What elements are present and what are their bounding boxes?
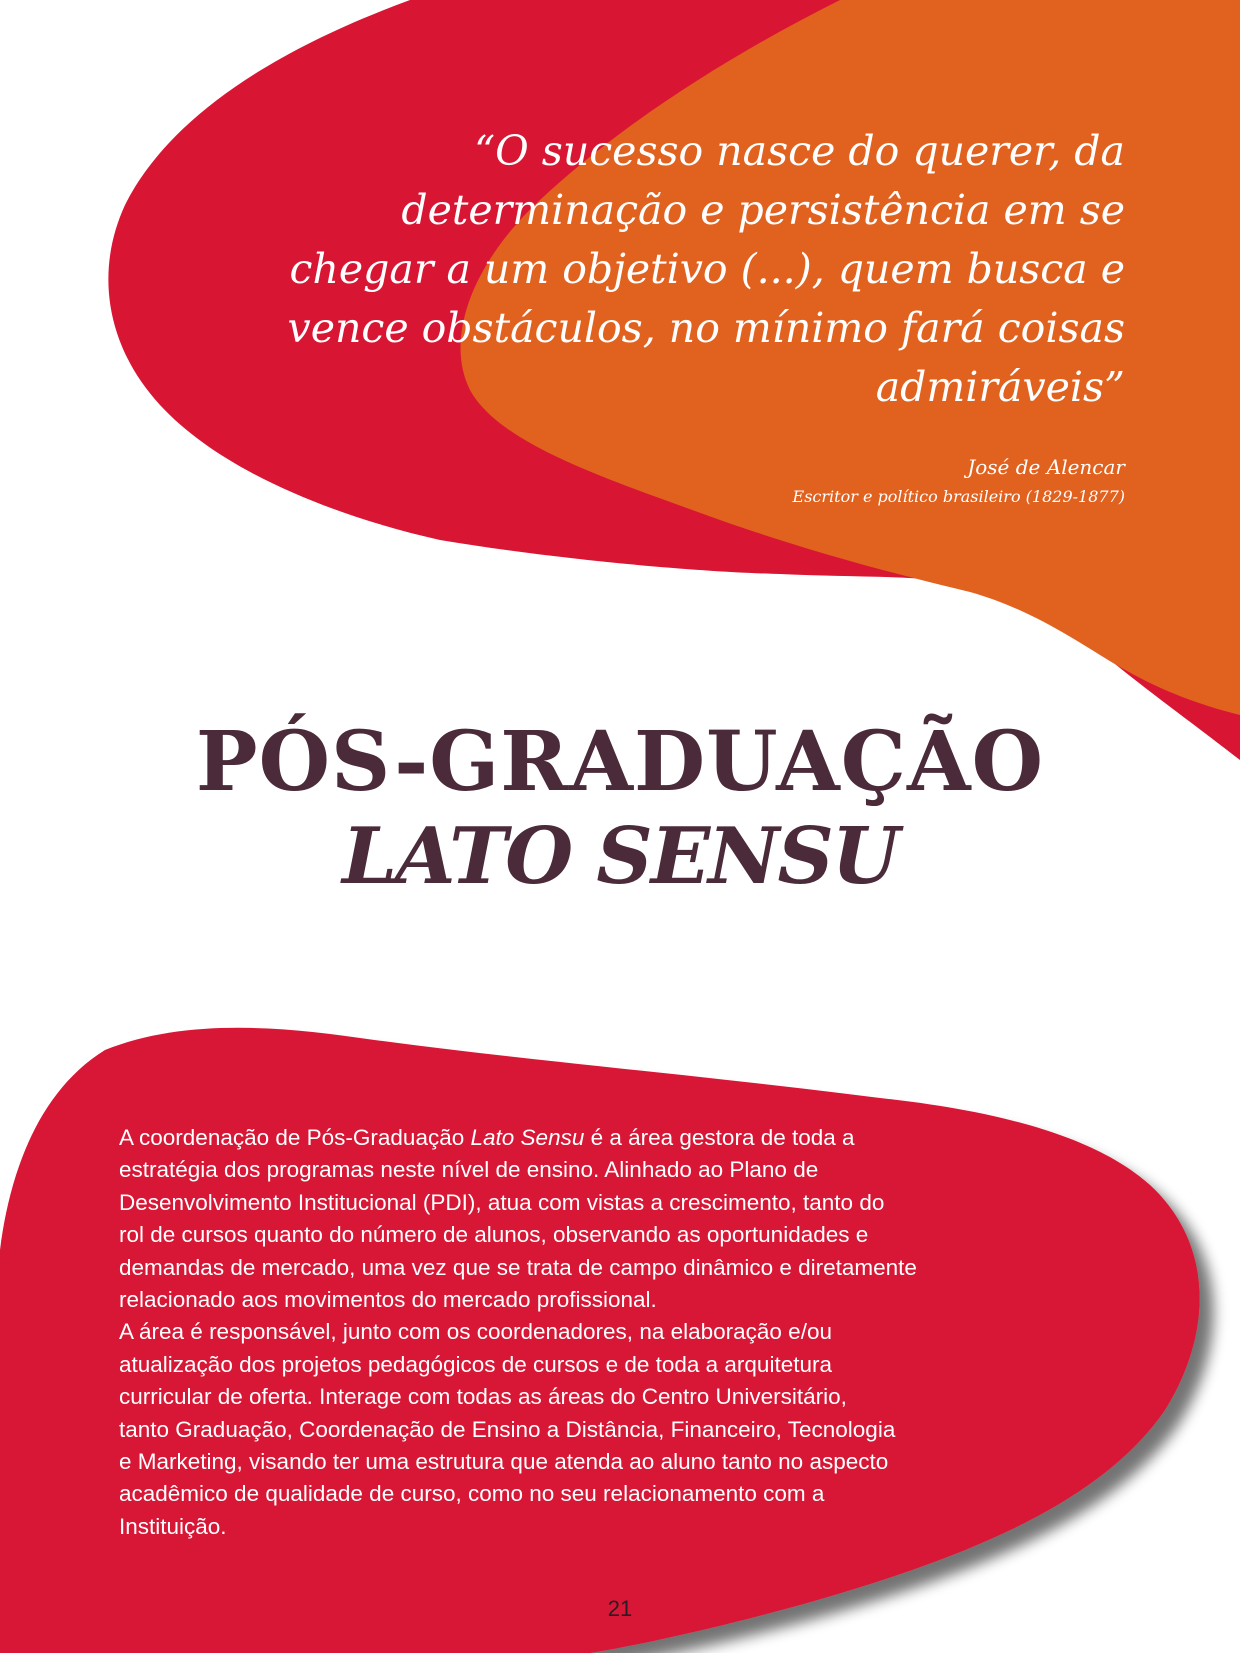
quote-line: vence obstáculos, no mínimo fará coisas [287,304,1125,352]
quote-author: José de Alencar [967,455,1125,479]
quote-line: chegar a um objetivo (...), quem busca e [289,245,1125,293]
page-title-sub: LATO SENSU [342,811,898,902]
quote-text [245,122,1125,417]
page-title-main: PÓS-GRADUAÇÃO [195,714,1045,810]
body-line [119,1122,1039,1154]
body-line: tanto Graduação, Coordenação de Ensino a Distância, Financeiro, Tecnologia [119,1416,896,1442]
body-line-text: A coordenação de Pós-Graduação [119,1125,471,1150]
body-line: Desenvolvimento Institucional (PDI), atua com vistas a crescimento, tanto do [119,1189,885,1215]
quote-author-role: Escritor e político brasileiro (1829-1877) [792,487,1125,506]
page-number: 21 [607,1596,633,1621]
body-line: e Marketing, visando ter uma estrutura que atenda ao aluno tanto no aspecto [119,1449,889,1475]
quote-block [245,122,1125,511]
body-line: curricular de oferta. Interage com todas as áreas do Centro Universitário, [119,1384,847,1410]
body-line-emphasis: Lato Sensu [470,1125,585,1150]
page-title [0,712,1240,902]
quote-line: admiráveis” [875,363,1125,411]
quote-line: “O sucesso nasce do querer, da [474,127,1125,175]
body-line: atualização dos projetos pedagógicos de cursos e de toda a arquitetura [119,1351,832,1377]
body-line: estratégia dos programas neste nível de ensino. Alinhado ao Plano de [119,1157,819,1183]
body-line: rol de cursos quanto do número de alunos, observando as oportunidades e [119,1222,869,1248]
body-paragraph [119,1122,1039,1543]
quote-line: determinação e persistência em se [401,186,1125,234]
body-line: A área é responsável, junto com os coordenadores, na elaboração e/ou [119,1319,832,1345]
body-line: relacionado aos movimentos do mercado profissional. [119,1287,657,1313]
body-line: Instituição. [119,1513,227,1539]
body-line-text: é a área gestora de toda a [584,1125,855,1150]
body-line: demandas de mercado, uma vez que se trata de campo dinâmico e diretamente [119,1254,917,1280]
body-line: acadêmico de qualidade de curso, como no seu relacionamento com a [119,1481,825,1507]
